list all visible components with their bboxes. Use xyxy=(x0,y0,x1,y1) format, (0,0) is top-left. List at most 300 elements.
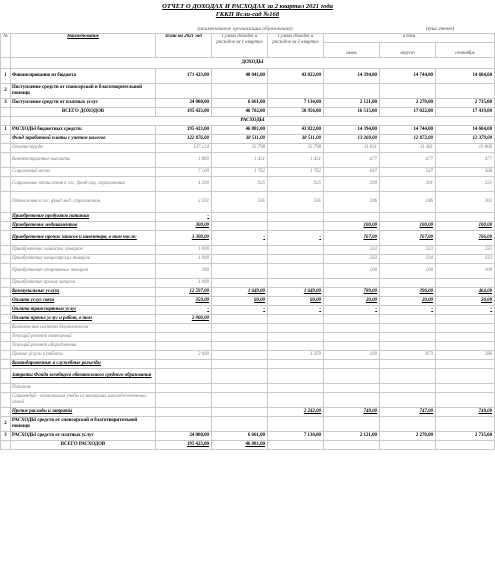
cell-m1: 14 394,00 xyxy=(324,126,380,135)
row-label: ВСЕГО ДОХОДОВ xyxy=(11,108,156,117)
cell-m3 xyxy=(436,324,495,333)
table-row xyxy=(1,153,495,168)
row-label: Социальные отчисления в гос. фонд соц. страхования xyxy=(11,177,156,192)
cell-q2 xyxy=(268,441,324,450)
cell-q2 xyxy=(268,264,324,279)
row-number xyxy=(1,333,11,342)
column-header-row xyxy=(1,34,495,43)
cell-m1 xyxy=(324,315,380,324)
table-row xyxy=(1,324,495,333)
table-row xyxy=(1,417,495,432)
cell-m3: 325 xyxy=(436,177,495,192)
row-label: Приобретение прочих запасов xyxy=(11,279,156,288)
row-label: Приобретение канцелярских товаров xyxy=(11,255,156,264)
row-number xyxy=(1,297,11,306)
cell-m1 xyxy=(324,441,380,450)
cell-plan: 171 423,00 xyxy=(156,69,212,84)
row-label: Приобретение спортивных товаров xyxy=(11,264,156,279)
cell-m1: 20,00 xyxy=(324,297,380,306)
row-number xyxy=(1,315,11,324)
row-label: Прочие услуги и работы xyxy=(11,351,156,360)
cell-q1 xyxy=(212,324,268,333)
row-number xyxy=(1,408,11,417)
cell-m3: 203 xyxy=(436,192,495,213)
cell-plan: - xyxy=(156,213,212,222)
cell-q1 xyxy=(212,417,268,432)
row-label: Питание xyxy=(11,384,156,393)
row-number xyxy=(1,144,11,153)
row-label: Текущий ремонт помещений xyxy=(11,333,156,342)
cell-q2: 2 242,00 xyxy=(268,408,324,417)
cell-m3: 333 xyxy=(436,246,495,255)
cell-m2: 186 xyxy=(380,192,436,213)
row-number xyxy=(1,393,11,408)
table-row xyxy=(1,84,495,99)
cell-m2: 2 278,00 xyxy=(380,99,436,108)
cell-q2: 60,00 xyxy=(268,297,324,306)
cell-plan xyxy=(156,333,212,342)
cell-m3 xyxy=(436,393,495,408)
cell-m1: 100 xyxy=(324,264,380,279)
cell-q2: 7 134,00 xyxy=(268,99,324,108)
row-number xyxy=(1,288,11,297)
cell-m2: 14 744,00 xyxy=(380,69,436,84)
cell-plan xyxy=(156,84,212,99)
cell-m2 xyxy=(380,279,436,288)
row-number xyxy=(1,135,11,144)
cell-m2 xyxy=(380,342,436,351)
cell-m2: 333 xyxy=(380,246,436,255)
cell-q1 xyxy=(212,255,268,264)
cell-m2 xyxy=(380,213,436,222)
cell-plan: 1 000 xyxy=(156,246,212,255)
report-title: ОТЧЕТ О ДОХОДАХ И РАСХОДАХ за 2 квартал 2021 года xyxy=(162,3,333,10)
table-row xyxy=(1,126,495,135)
cell-m1: 767,00 xyxy=(324,231,380,246)
row-label: Стипендий - отличникам учебы из неимущих малообеспеченных семей xyxy=(11,393,156,408)
row-label: Приобретение медикаментов xyxy=(11,222,156,231)
row-label: Поступление средств от платных услуг xyxy=(11,99,156,108)
cell-m2: 396,00 xyxy=(380,288,436,297)
cell-m2: 547 xyxy=(380,168,436,177)
cell-m2: 767,00 xyxy=(380,231,436,246)
row-label: Финансирование из бюджета xyxy=(11,69,156,84)
cell-m3 xyxy=(436,369,495,384)
cell-m1: 748,00 xyxy=(324,408,380,417)
table-row xyxy=(1,360,495,369)
cell-plan xyxy=(156,342,212,351)
cell-m2 xyxy=(380,417,436,432)
cell-q2: 1 762 xyxy=(268,168,324,177)
table-row xyxy=(1,168,495,177)
cell-q1: 925 xyxy=(212,177,268,192)
table-row xyxy=(1,255,495,264)
cell-m3: 464,00 xyxy=(436,288,495,297)
table-row xyxy=(1,264,495,279)
row-label: Социальный налог xyxy=(11,168,156,177)
cell-m1: 206 xyxy=(324,192,380,213)
section-expenses-row xyxy=(1,117,495,126)
row-label: Поступление средств от спонсорской и благотворительной помощи xyxy=(11,84,156,99)
cell-q1 xyxy=(212,393,268,408)
row-number xyxy=(1,231,11,246)
cell-m1: 200 xyxy=(324,351,380,360)
cell-m3 xyxy=(436,417,495,432)
table-row xyxy=(1,369,495,384)
organization-caption: (наименование организации образования) xyxy=(197,26,293,32)
cell-m2: 12 872,00 xyxy=(380,135,436,144)
table-row xyxy=(1,384,495,393)
row-label: РАСХОДЫ средств от спонсорской и благотворительной помощи xyxy=(11,417,156,432)
cell-q2: 7 134,00 xyxy=(268,432,324,441)
cell-m1 xyxy=(324,393,380,408)
cell-m1 xyxy=(324,342,380,351)
cell-m1: 2 121,00 xyxy=(324,99,380,108)
section-expenses-label: РАСХОДЫ xyxy=(11,117,495,126)
cell-m3: 14 684,00 xyxy=(436,126,495,135)
cell-q1: 6 661,00 xyxy=(212,432,268,441)
column-header-q1: Сумма доходов и расходов за 1 квартал xyxy=(212,34,268,58)
table-row xyxy=(1,315,495,324)
cell-q2: 1 431 xyxy=(268,153,324,168)
table-row xyxy=(1,432,495,441)
cell-q2 xyxy=(268,255,324,264)
table-row xyxy=(1,222,495,231)
table-row xyxy=(1,288,495,297)
cell-m3: 12 379,00 xyxy=(436,135,495,144)
cell-plan: 1 000 xyxy=(156,255,212,264)
row-number: 1 xyxy=(1,126,11,135)
cell-plan: 350,00 xyxy=(156,297,212,306)
cell-q2 xyxy=(268,315,324,324)
cell-q2 xyxy=(268,393,324,408)
row-number xyxy=(1,342,11,351)
cell-m1 xyxy=(324,384,380,393)
cell-m1: 14 394,00 xyxy=(324,69,380,84)
row-number xyxy=(1,222,11,231)
column-header-q2: Сумма доходов и расходов за 2 квартал xyxy=(268,34,324,58)
table-row xyxy=(1,177,495,192)
cell-plan: 2 000 xyxy=(156,351,212,360)
cell-q1 xyxy=(212,360,268,369)
cell-q1 xyxy=(212,369,268,384)
cell-q1 xyxy=(212,333,268,342)
table-row xyxy=(1,69,495,84)
cell-m2 xyxy=(380,441,436,450)
cell-m2: 11 361 xyxy=(380,144,436,153)
cell-q1: 1 431 xyxy=(212,153,268,168)
cell-q2: 595 xyxy=(268,192,324,213)
row-number: 2 xyxy=(1,84,11,99)
row-label: Комплексная система безопасности xyxy=(11,324,156,333)
cell-m2: 477 xyxy=(380,153,436,168)
cell-m1 xyxy=(324,360,380,369)
table-row xyxy=(1,408,495,417)
cell-q1 xyxy=(212,351,268,360)
cell-q1 xyxy=(212,246,268,255)
row-number: 3 xyxy=(1,99,11,108)
cell-m3: 100 xyxy=(436,264,495,279)
cell-m1: 333 xyxy=(324,255,380,264)
cell-m3: 286 xyxy=(436,351,495,360)
row-number xyxy=(1,279,11,288)
cell-q1 xyxy=(212,264,268,279)
table-row xyxy=(1,351,495,360)
cell-m1 xyxy=(324,369,380,384)
cell-q1 xyxy=(212,213,268,222)
cell-m3: 333 xyxy=(436,255,495,264)
cell-q1: 46 881,00 xyxy=(212,126,268,135)
row-number: 2 xyxy=(1,417,11,432)
column-header-incl: в том xyxy=(324,34,495,43)
cell-q1: 1 649,00 xyxy=(212,288,268,297)
cell-m2: 747,00 xyxy=(380,408,436,417)
row-label: РАСХОДЫ бюджетных средств: xyxy=(11,126,156,135)
cell-plan: 4 200 xyxy=(156,177,212,192)
cell-q2 xyxy=(268,324,324,333)
cell-q2 xyxy=(268,213,324,222)
cell-q2: 1 649,00 xyxy=(268,288,324,297)
row-label: Прочие расходы и затраты xyxy=(11,408,156,417)
cell-m1 xyxy=(324,333,380,342)
cell-m2 xyxy=(380,384,436,393)
cell-q1: 46 702,00 xyxy=(212,108,268,117)
cell-q1: 6 661,00 xyxy=(212,99,268,108)
row-label: Компенсационные выплаты xyxy=(11,153,156,168)
cell-m2 xyxy=(380,324,436,333)
cell-q2 xyxy=(268,333,324,342)
row-number xyxy=(1,369,11,384)
row-number: 3 xyxy=(1,432,11,441)
cell-m1: 299 xyxy=(324,177,380,192)
cell-q1: 60,00 xyxy=(212,297,268,306)
cell-q2: 50 956,00 xyxy=(268,108,324,117)
cell-plan: 2 592 xyxy=(156,192,212,213)
cell-m1: 647 xyxy=(324,168,380,177)
cell-plan: 195 423,00 xyxy=(156,441,212,450)
cell-m1: 789,00 xyxy=(324,288,380,297)
cell-q1: - xyxy=(212,306,268,315)
column-header-august: август xyxy=(380,43,436,58)
cell-m1 xyxy=(324,324,380,333)
cell-q1 xyxy=(212,222,268,231)
cell-q2 xyxy=(268,222,324,231)
row-label: Оплата услуг связи xyxy=(11,297,156,306)
cell-q1: 33 798 xyxy=(212,144,268,153)
cell-m1: 13 260,00 xyxy=(324,135,380,144)
cell-q1: 595 xyxy=(212,192,268,213)
cell-m3: 17 419,00 xyxy=(436,108,495,117)
cell-q2 xyxy=(268,369,324,384)
cell-plan: 3 300,00 xyxy=(156,231,212,246)
table-row xyxy=(1,231,495,246)
row-label: Приобретение хозяйств. товаров xyxy=(11,246,156,255)
row-number xyxy=(1,324,11,333)
table-row xyxy=(1,99,495,108)
row-number xyxy=(1,351,11,360)
row-label: Командировочные и служебные разъезды xyxy=(11,360,156,369)
cell-m1: 2 121,00 xyxy=(324,432,380,441)
cell-q2 xyxy=(268,84,324,99)
cell-m1: 16 515,00 xyxy=(324,108,380,117)
table-row xyxy=(1,342,495,351)
row-label: Текущий ремонт оборудования xyxy=(11,342,156,351)
table-row xyxy=(1,297,495,306)
row-label: РАСХОДЫ средств от платных услуг xyxy=(11,432,156,441)
row-number xyxy=(1,264,11,279)
section-income-row xyxy=(1,58,495,69)
cell-m1 xyxy=(324,84,380,99)
cell-plan: 1 000 xyxy=(156,279,212,288)
cell-plan: 7 100 xyxy=(156,168,212,177)
cell-m3: 100,00 xyxy=(436,222,495,231)
cell-m2: - xyxy=(380,306,436,315)
cell-q2 xyxy=(268,246,324,255)
cell-q2: - xyxy=(268,306,324,315)
cell-m3: 2 735,00 xyxy=(436,99,495,108)
cell-q1 xyxy=(212,84,268,99)
cell-m2: 100 xyxy=(380,264,436,279)
cell-m2 xyxy=(380,333,436,342)
table-row xyxy=(1,135,495,144)
cell-q2 xyxy=(268,342,324,351)
cell-q2: - xyxy=(268,231,324,246)
cell-m2: 873 xyxy=(380,351,436,360)
cell-m3: 2 735,00 xyxy=(436,432,495,441)
cell-m2 xyxy=(380,369,436,384)
cell-m1 xyxy=(324,279,380,288)
cell-m3: 748,00 xyxy=(436,408,495,417)
row-label: Оплата труда xyxy=(11,144,156,153)
cell-q2 xyxy=(268,384,324,393)
row-label: ВСЕГО РАСХОДОВ xyxy=(11,441,156,450)
cell-m3: 568 xyxy=(436,168,495,177)
cell-m3 xyxy=(436,384,495,393)
table-row xyxy=(1,192,495,213)
section-income-label: ДОХОДЫ xyxy=(11,58,495,69)
table-row xyxy=(1,246,495,255)
table-row xyxy=(1,441,495,450)
cell-plan: 300 xyxy=(156,264,212,279)
organization-name: ГККП Ясли-сад №168 xyxy=(215,11,280,18)
cell-m2 xyxy=(380,360,436,369)
table-row xyxy=(1,393,495,408)
row-label: Оплата транспортных услуг xyxy=(11,306,156,315)
cell-m1: 11 631 xyxy=(324,144,380,153)
cell-m3: 14 684,00 xyxy=(436,69,495,84)
cell-m3 xyxy=(436,441,495,450)
cell-plan: 2 000,00 xyxy=(156,315,212,324)
cell-q2 xyxy=(268,417,324,432)
cell-plan: 1 860 xyxy=(156,153,212,168)
cell-m2: 20,00 xyxy=(380,297,436,306)
cell-m1 xyxy=(324,417,380,432)
row-number xyxy=(1,384,11,393)
cell-plan: 122 876,00 xyxy=(156,135,212,144)
cell-plan xyxy=(156,393,212,408)
row-number xyxy=(1,153,11,168)
cell-plan xyxy=(156,384,212,393)
row-number xyxy=(1,306,11,315)
cell-q2 xyxy=(268,279,324,288)
cell-m3 xyxy=(436,360,495,369)
cell-m3: 10 806 xyxy=(436,144,495,153)
table-row xyxy=(1,306,495,315)
row-label: Оплата прочих услуг и работ, в том xyxy=(11,315,156,324)
cell-plan: 12 597,00 xyxy=(156,288,212,297)
cell-plan: 24 000,00 xyxy=(156,99,212,108)
cell-m3 xyxy=(436,84,495,99)
cell-plan xyxy=(156,408,212,417)
cell-plan xyxy=(156,369,212,384)
row-number xyxy=(1,177,11,192)
row-label: Фонд заработной платы с учетом налогов xyxy=(11,135,156,144)
table-row xyxy=(1,279,495,288)
cell-q2: 43 822,00 xyxy=(268,126,324,135)
cell-m2: 2 278,00 xyxy=(380,432,436,441)
cell-m1: 477 xyxy=(324,153,380,168)
row-label: Коммунальные услуги xyxy=(11,288,156,297)
cell-q2: 925 xyxy=(268,177,324,192)
column-header-june: июнь xyxy=(324,43,380,58)
cell-plan: 195 423,00 xyxy=(156,126,212,135)
row-label: Затраты Фонда всеобщего обязательного среднего образования xyxy=(11,369,156,384)
cell-plan xyxy=(156,324,212,333)
cell-m2: 301 xyxy=(380,177,436,192)
unit-label: (тыс.тенге) xyxy=(426,26,455,32)
row-label: Приобретение прочих запасов и инвентаря, в том числе: xyxy=(11,231,156,246)
cell-m2 xyxy=(380,84,436,99)
row-number xyxy=(1,360,11,369)
cell-m1: 100,00 xyxy=(324,222,380,231)
cell-plan: 195 423,00 xyxy=(156,108,212,117)
cell-m2 xyxy=(380,315,436,324)
cell-q1 xyxy=(212,408,268,417)
cell-q1: 1 762 xyxy=(212,168,268,177)
row-number xyxy=(1,192,11,213)
cell-q1 xyxy=(212,279,268,288)
row-number xyxy=(1,213,11,222)
row-number xyxy=(1,255,11,264)
cell-plan xyxy=(156,417,212,432)
cell-m2 xyxy=(380,393,436,408)
cell-q1: 46 881,00 xyxy=(212,441,268,450)
cell-m2: 334 xyxy=(380,255,436,264)
cell-q1 xyxy=(212,342,268,351)
cell-m3 xyxy=(436,213,495,222)
cell-plan xyxy=(156,360,212,369)
cell-plan: 24 000,00 xyxy=(156,432,212,441)
cell-plan: 137 124 xyxy=(156,144,212,153)
cell-q2: 1 359 xyxy=(268,351,324,360)
row-label: Приобретение продуктов питания xyxy=(11,213,156,222)
cell-m3 xyxy=(436,279,495,288)
cell-m3 xyxy=(436,342,495,351)
cell-q2 xyxy=(268,360,324,369)
table-row xyxy=(1,108,495,117)
cell-m3: 477 xyxy=(436,153,495,168)
cell-m3: 20,00 xyxy=(436,297,495,306)
cell-q1: 38 511,00 xyxy=(212,135,268,144)
cell-m2: 17 022,00 xyxy=(380,108,436,117)
cell-q1 xyxy=(212,384,268,393)
cell-m1: - xyxy=(324,306,380,315)
column-header-no: № xyxy=(1,34,11,58)
cell-m3 xyxy=(436,315,495,324)
row-number: 1 xyxy=(1,69,11,84)
cell-m3: 766,00 xyxy=(436,231,495,246)
row-number xyxy=(1,441,11,450)
